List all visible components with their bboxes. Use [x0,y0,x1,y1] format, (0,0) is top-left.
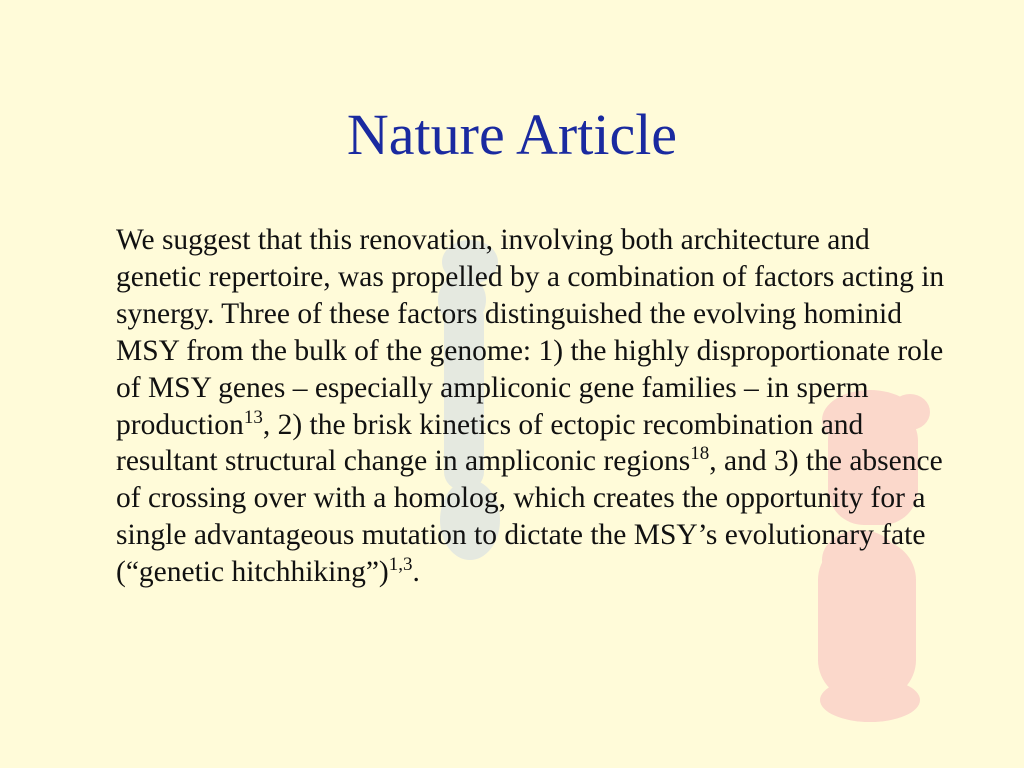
paragraph-segment-4: . [412,556,420,589]
reference-superscript-3: 1,3 [388,554,413,576]
paragraph-segment-3: , and 3) the absence of crossing over with a homolog, which creates the opportunity for a single advantageous mutation to dictate the MSY’s evolutionary fate (“genetic hitchhiking”) [116,445,943,589]
reference-superscript-2: 18 [690,443,710,465]
article-paragraph [116,222,946,591]
paragraph-segment-1: We suggest that this renovation, involving both architecture and genetic repertoire, was propelled by a combination of factors acting in synergy. Three of these factors distinguished the evolving hominid MSY from the bulk of the genome: 1) the highly disproportionate role of MSY genes – especially ampliconic gene families – in sperm production [116,224,945,441]
paragraph-segment-2: , 2) the brisk kinetics of ectopic recombination and resultant structural change in ampliconic regions [116,408,864,478]
slide-title: Nature Article [346,102,678,167]
reference-superscript-1: 13 [243,406,263,428]
